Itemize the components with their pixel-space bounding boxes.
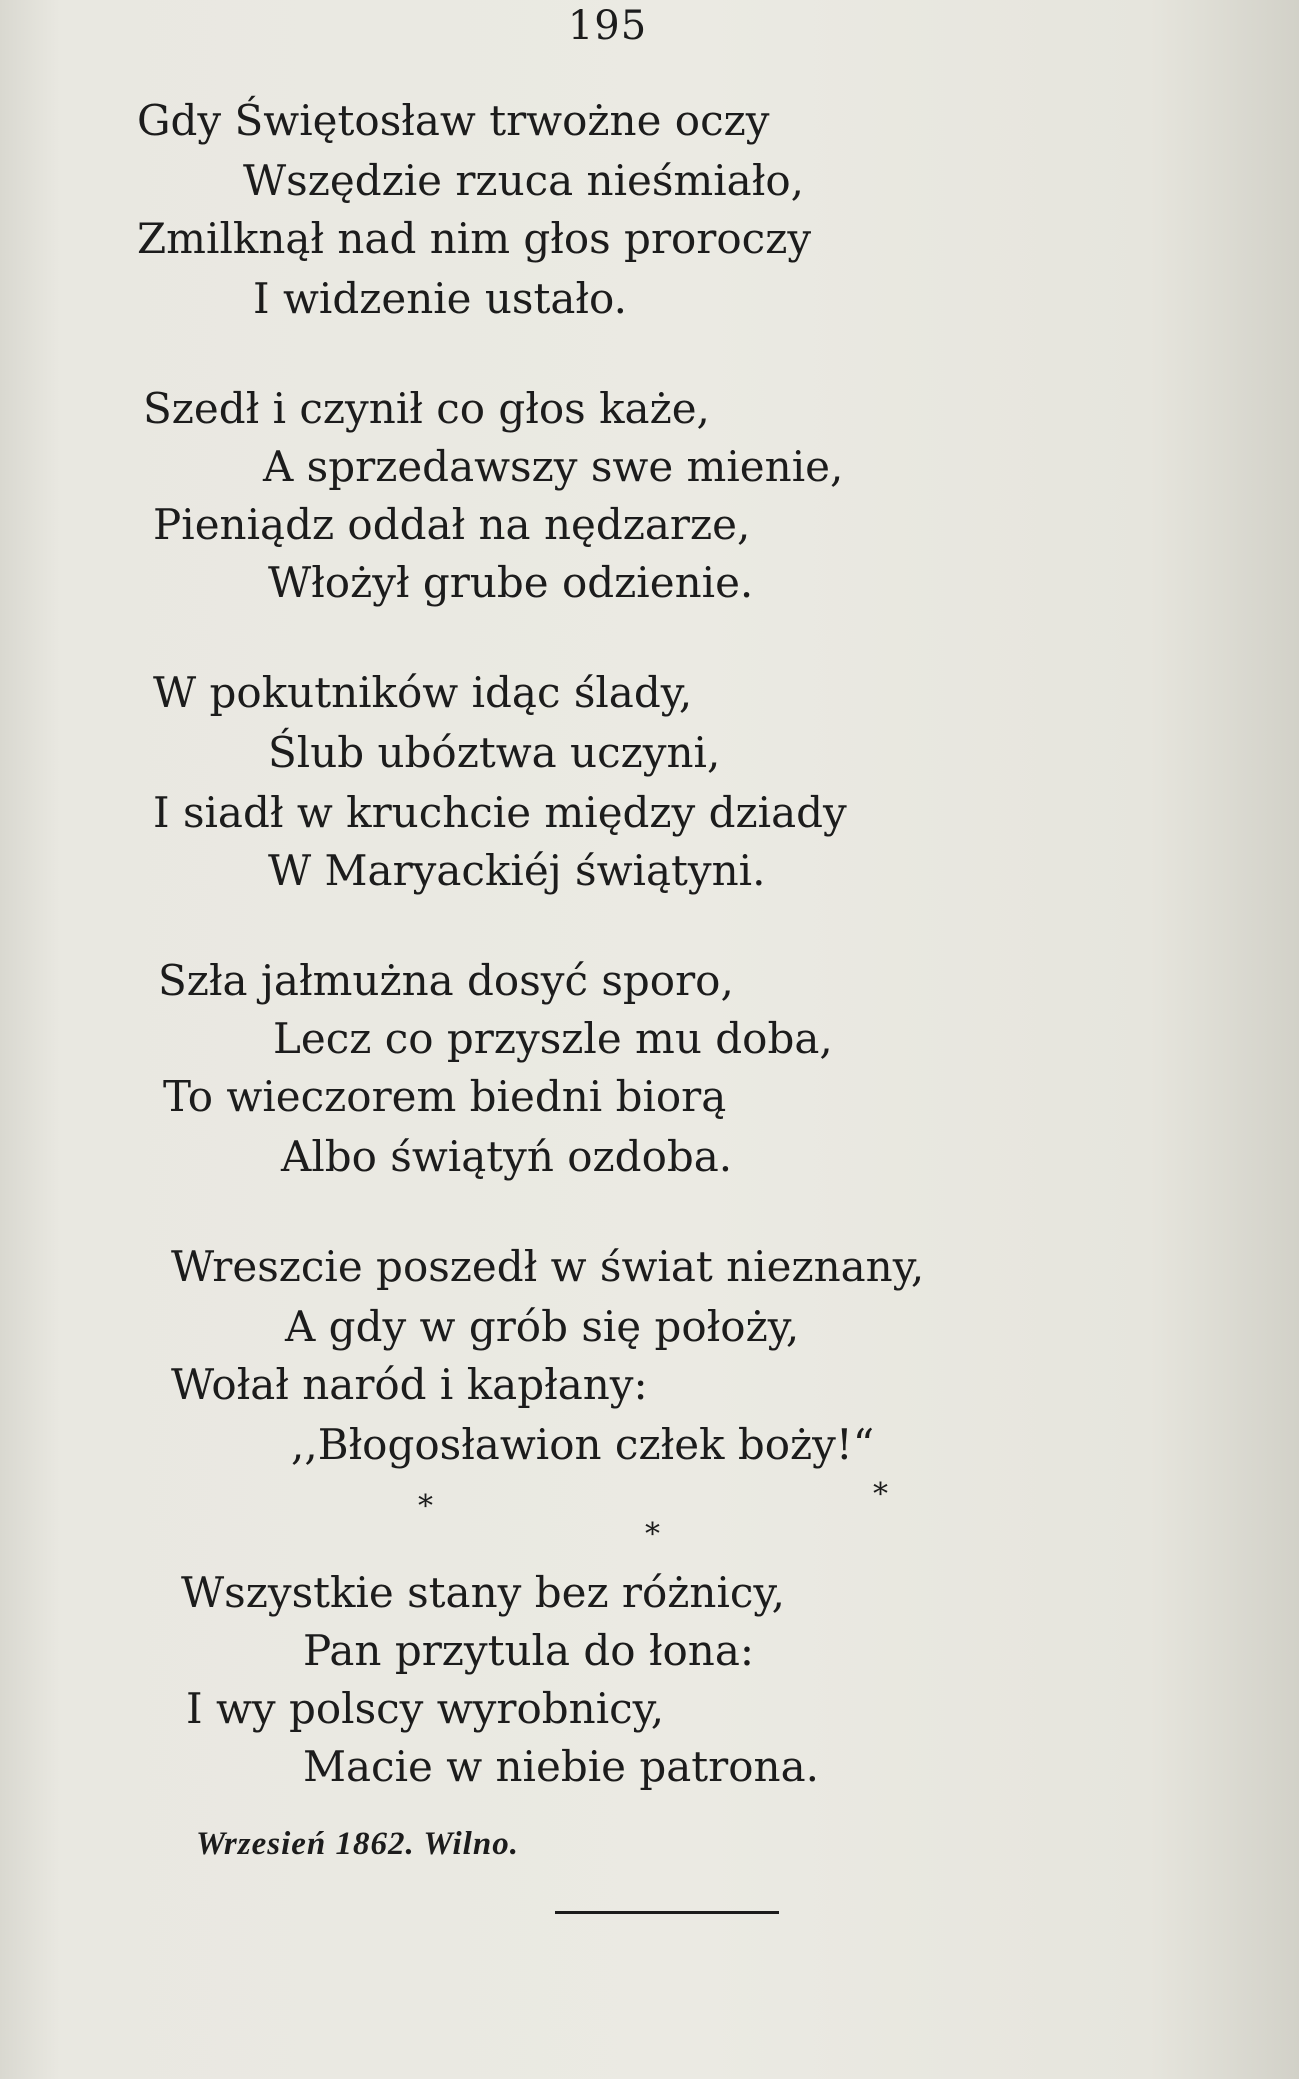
poem-line: Zmilknął nad nim głos proroczy [137, 214, 812, 263]
poem-line: Wszystkie stany bez różnicy, [181, 1568, 785, 1617]
poem-line: Wołał naród i kapłany: [171, 1360, 648, 1409]
poem-line: I wy polscy wyrobnicy, [186, 1684, 665, 1733]
poem-line: Pan przytula do łona: [303, 1626, 755, 1675]
separator-star: * [645, 1517, 660, 1552]
poem-line: Włożył grube odzienie. [268, 558, 754, 607]
poem-line: Wreszcie poszedł w świat nieznany, [171, 1242, 925, 1291]
poem-line: I siadł w kruchcie między dziady [153, 788, 847, 837]
poem-line: I widzenie ustało. [253, 274, 627, 323]
poem-line: Albo świątyń ozdoba. [281, 1132, 733, 1181]
date-place-signature: Wrzesień 1862. Wilno. [196, 1826, 519, 1862]
poem-line: Szła jałmużna dosyć sporo, [158, 956, 734, 1005]
separator-star: * [418, 1489, 433, 1524]
poem-line: To wieczorem biedni biorą [163, 1072, 727, 1121]
poem-line: ,,Błogosławion człek boży!“ [291, 1420, 875, 1469]
separator-star: * [873, 1477, 888, 1512]
poem-line: Szedł i czynił co głos każe, [143, 384, 710, 433]
end-rule [555, 1911, 779, 1914]
page-number: 195 [567, 3, 648, 49]
poem-line: Pieniądz oddał na nędzarze, [153, 500, 751, 549]
poem-line: A gdy w grób się położy, [285, 1302, 800, 1351]
poem-line: W Maryackiéj świątyni. [268, 846, 766, 895]
poem-line: Wszędzie rzuca nieśmiało, [243, 156, 804, 205]
poem-line: Lecz co przyszle mu doba, [273, 1014, 833, 1063]
poem-line: Ślub ubóztwa uczyni, [268, 728, 721, 777]
poem-line: Gdy Świętosław trwożne oczy [137, 96, 770, 145]
poem-line: W pokutników idąc ślady, [153, 668, 693, 717]
poem-line: A sprzedawszy swe mienie, [263, 442, 844, 491]
poem-line: Macie w niebie patrona. [303, 1742, 819, 1791]
